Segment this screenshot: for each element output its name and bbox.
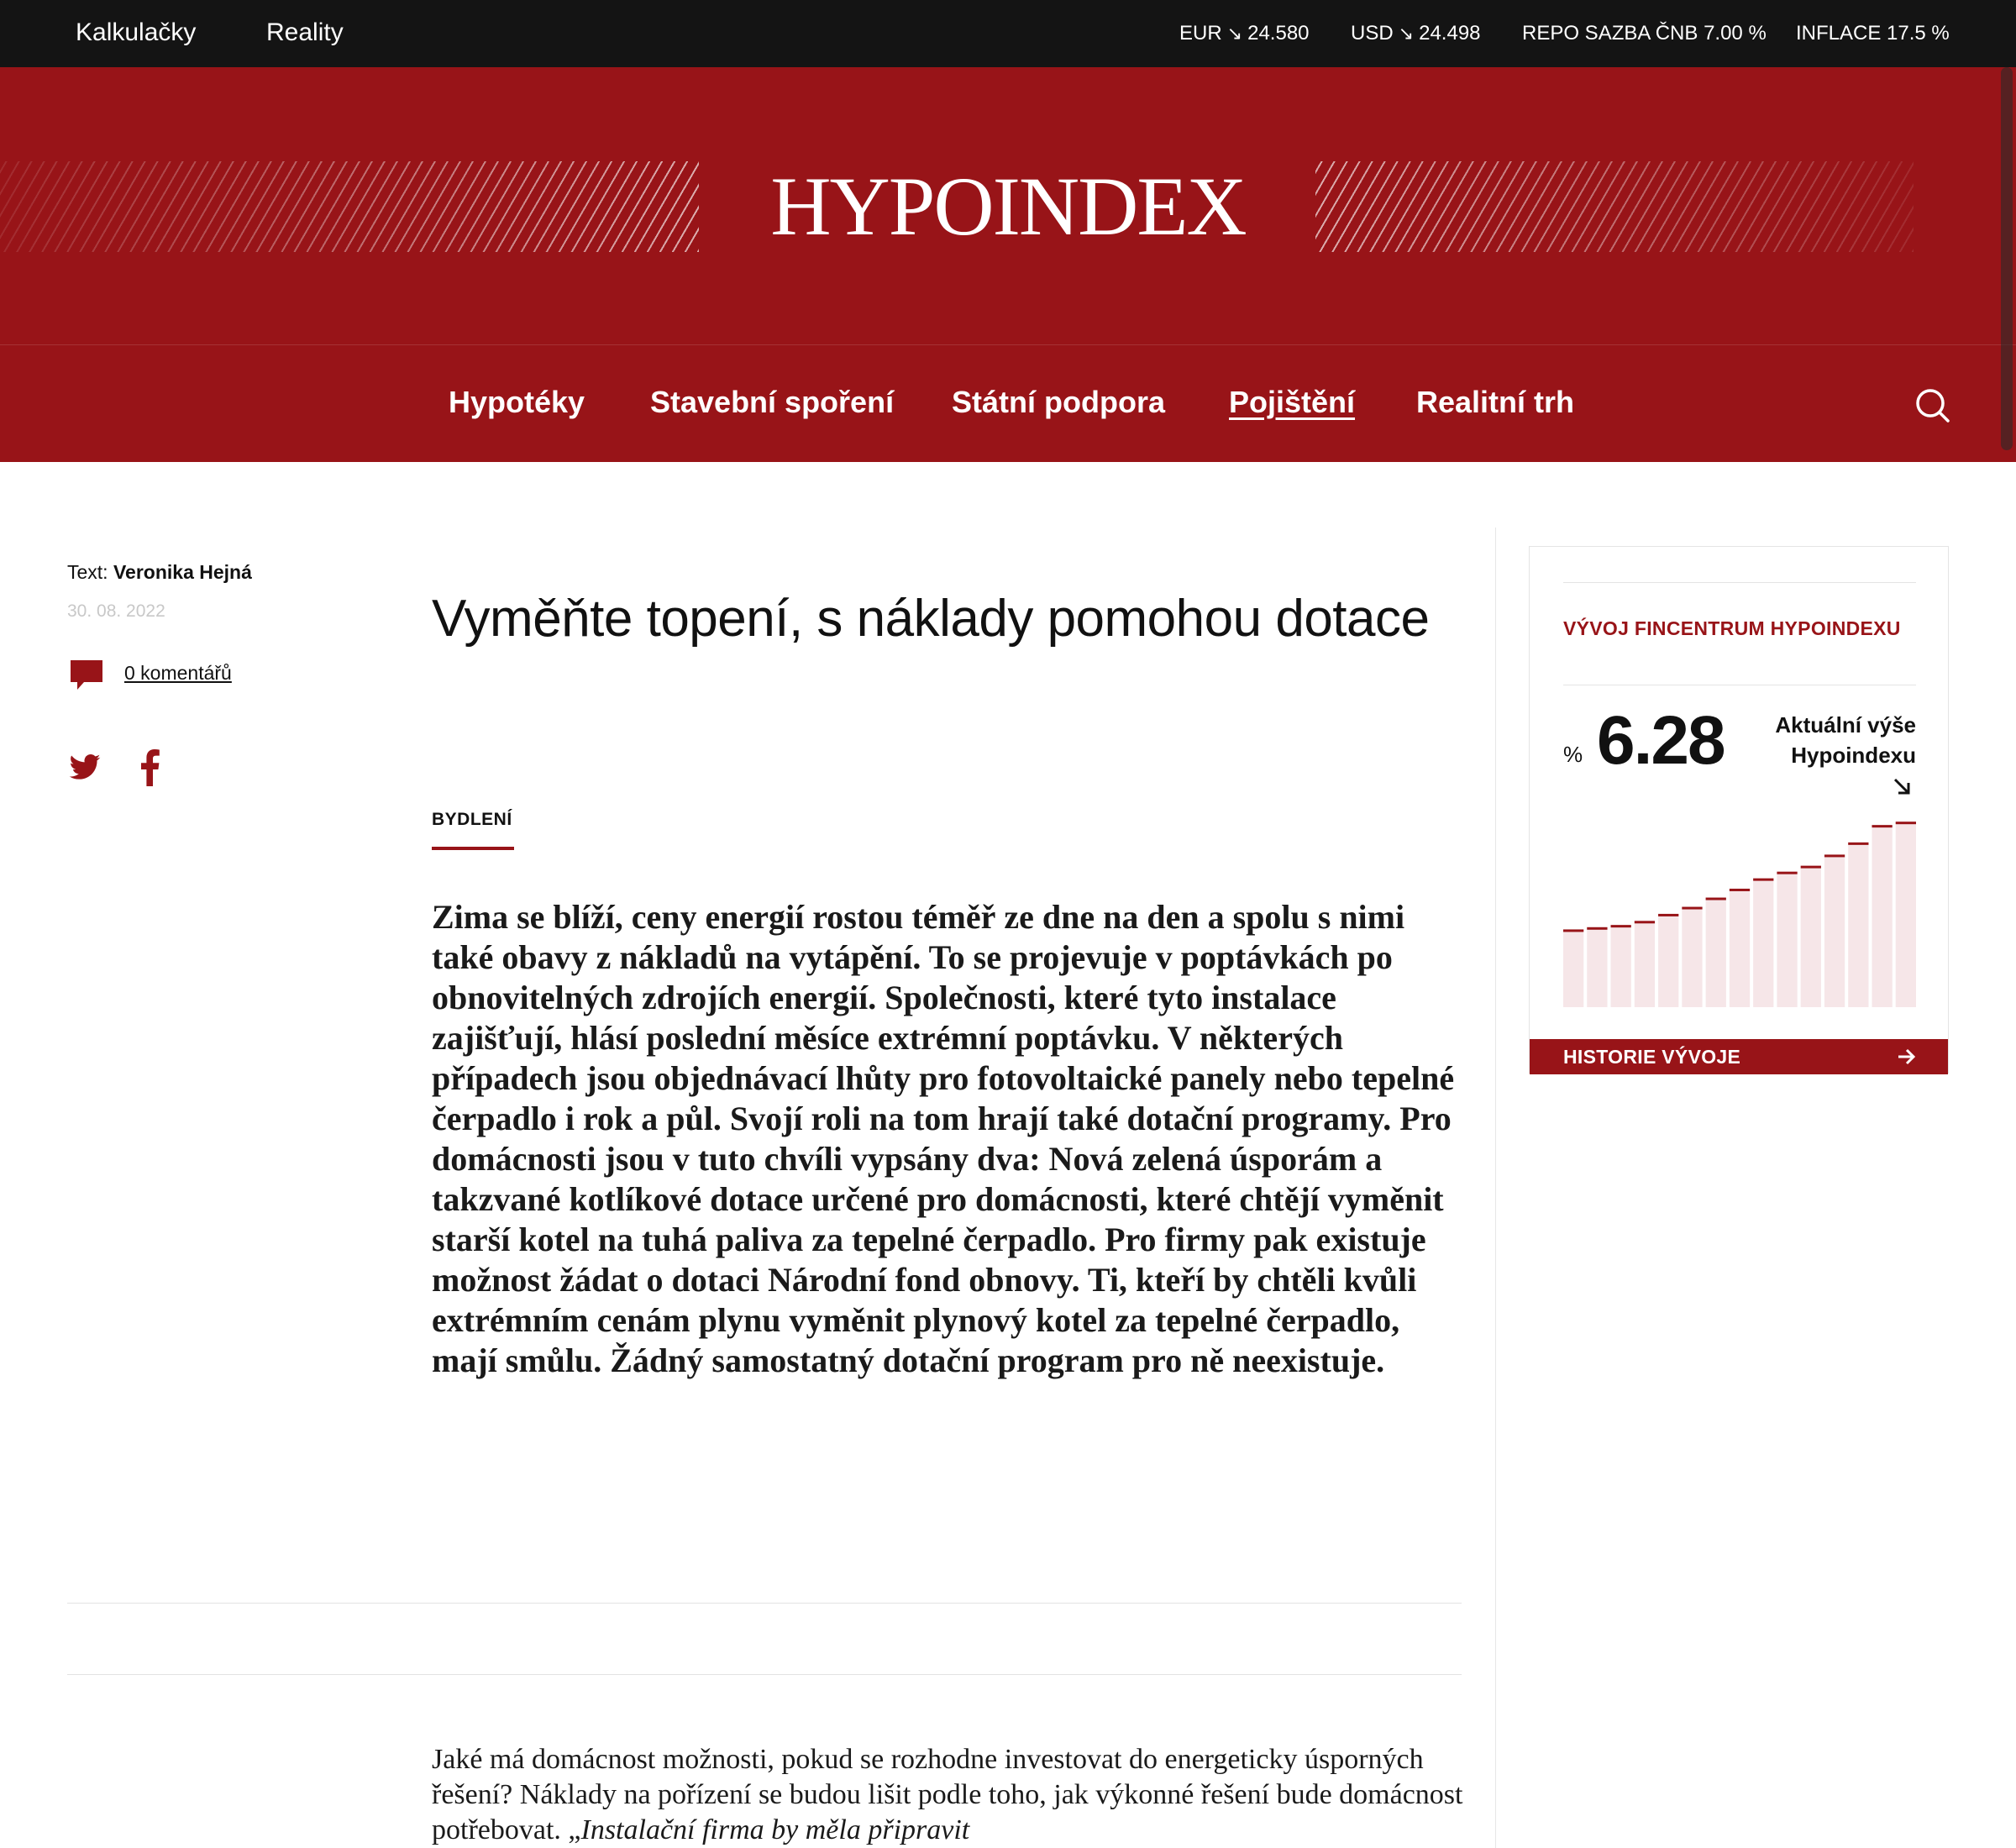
body-text: Jaké má domácnost možnosti, pokud se rozhodne investovat do energeticky úsporných řešení? Náklady na pořízení se budou lišit podle toho, jak výkonné řešení bude domácnost potřebovat. „	[432, 1744, 1463, 1845]
ticker-label: INFLACE	[1796, 22, 1882, 45]
category-underline	[432, 847, 514, 850]
chart-bar	[1730, 889, 1750, 1007]
header-stripes-left	[0, 161, 699, 252]
column-divider	[1495, 528, 1496, 1848]
chart-bar-cap	[1824, 854, 1845, 857]
chart-bar-cap	[1730, 889, 1750, 891]
header-stripes-right	[1315, 161, 1914, 252]
author-prefix: Text:	[67, 561, 108, 583]
chart-bar	[1777, 872, 1797, 1007]
chart-bar-cap	[1706, 898, 1726, 900]
arrow-right-icon	[1898, 1048, 1916, 1065]
comment-icon[interactable]	[69, 659, 104, 692]
body-quote: Instalační firma by měla připravit	[580, 1814, 970, 1845]
arrow-down-right-icon	[1893, 777, 1911, 795]
ticker-repo	[1522, 22, 1767, 45]
chart-bar-cap	[1611, 925, 1631, 927]
chart-bar	[1824, 854, 1845, 1007]
ticker-value: 24.580	[1247, 22, 1310, 45]
chart-bar	[1635, 921, 1655, 1007]
chart-bar-cap	[1801, 866, 1821, 869]
facebook-icon[interactable]	[139, 749, 160, 786]
article-category[interactable]: BYDLENÍ	[432, 810, 512, 829]
chart-bar	[1872, 825, 1892, 1007]
nav-item-statni-podpora[interactable]: Státní podpora	[952, 385, 1165, 419]
chart-bar-cap	[1872, 825, 1892, 827]
search-icon[interactable]	[1914, 386, 1950, 423]
divider	[67, 1603, 1462, 1604]
chart-bar	[1563, 929, 1583, 1007]
chart-bar	[1587, 927, 1607, 1007]
ticker-usd	[1351, 22, 1481, 45]
article-lead: Zima se blíží, ceny energií rostou téměř ze dne na den a spolu s nimi také obavy z nákladů na vytápění. To se projevuje v poptávkách po obnovitelných zdrojích energií. Společnosti, které tyto instalace zajišťují, hlásí poslední měsíce extrémní poptávku. V některých případech jsou objednávací lhůty pro fotovoltaické panely nebo tepelné čerpadlo i rok a půl. Svojí roli na tom hrají také dotační programy. Pro domácnosti jsou v tuto chvíli vypsány dva: Nová zelená úsporám a takzvané kotlíkové dotace určené pro domácnosti, které chtějí vyměnit starší kotel na tuhá paliva za tepelné čerpadlo. Pro firmy pak existuje možnost žádat o dotaci Národní fond obnovy. Ti, kteří by chtěli kvůli extrémním cenám plynu vyměnit plynový kotel za tepelné čerpadlo, mají smůlu. Žádný samostatný dotační program pro ně neexistuje.	[432, 898, 1455, 1379]
chart-bar	[1658, 914, 1678, 1007]
twitter-icon[interactable]	[67, 751, 102, 785]
topbar-link-reality[interactable]: Reality	[266, 18, 344, 46]
hypoindex-chart	[1563, 807, 1916, 1007]
chart-bar-cap	[1848, 843, 1868, 845]
topbar-link-kalkulacky[interactable]: Kalkulačky	[76, 18, 197, 46]
divider	[67, 1674, 1462, 1675]
chart-bar-cap	[1658, 914, 1678, 916]
ticker-eur	[1179, 22, 1310, 45]
page-scrollbar[interactable]	[2001, 67, 2013, 450]
arrow-down-right-icon: ↘	[1226, 23, 1243, 44]
arrow-down-right-icon: ↘	[1398, 23, 1415, 44]
widget-value-label: Aktuální výše Hypoindexu	[1775, 712, 1916, 768]
ticker-label: EUR	[1179, 22, 1222, 45]
history-button[interactable]	[1530, 1039, 1948, 1074]
chart-bar	[1848, 843, 1868, 1007]
ticker-value: 24.498	[1419, 22, 1481, 45]
chart-bar-cap	[1635, 921, 1655, 923]
nav-item-realitni-trh[interactable]: Realitní trh	[1416, 385, 1575, 419]
nav-item-pojisteni[interactable]: Pojištění	[1229, 385, 1356, 419]
chart-bar	[1611, 925, 1631, 1007]
site-logo[interactable]: HYPOINDEX	[770, 160, 1246, 253]
chart-bar-cap	[1777, 872, 1797, 874]
ticker-inflace	[1796, 22, 1950, 45]
site-header	[0, 67, 2016, 462]
main-nav	[0, 385, 2016, 427]
ticker-value: 17.5 %	[1887, 22, 1950, 45]
widget-divider	[1563, 582, 1916, 583]
top-bar	[0, 0, 2016, 67]
author-name[interactable]: Veronika Hejná	[113, 561, 252, 583]
widget-current-value: 6.28	[1597, 702, 1725, 779]
ticker-label: USD	[1351, 22, 1394, 45]
article-author	[67, 561, 252, 584]
hypoindex-widget	[1529, 546, 1949, 1074]
article-date: 30. 08. 2022	[67, 601, 165, 621]
chart-bar-cap	[1896, 822, 1916, 824]
chart-bar	[1706, 898, 1726, 1007]
chart-bar	[1896, 822, 1916, 1007]
nav-item-hypoteky[interactable]: Hypotéky	[449, 385, 585, 419]
chart-bar	[1682, 907, 1702, 1007]
chart-bar-cap	[1563, 929, 1583, 932]
ticker-label: REPO SAZBA ČNB	[1522, 22, 1698, 45]
widget-percent-symbol: %	[1563, 742, 1583, 767]
chart-bar	[1801, 866, 1821, 1007]
article-body	[432, 1742, 1465, 1848]
nav-item-stavebni-sporeni[interactable]: Stavební spoření	[650, 385, 895, 419]
comments-link[interactable]: 0 komentářů	[124, 662, 232, 684]
chart-bar	[1753, 879, 1773, 1007]
chart-bar-cap	[1587, 927, 1607, 930]
widget-title: VÝVOJ FINCENTRUM HYPOINDEXU	[1563, 617, 1901, 639]
chart-bar-cap	[1753, 879, 1773, 881]
header-divider	[0, 344, 2016, 345]
chart-bar-cap	[1682, 907, 1702, 910]
ticker-value: 7.00 %	[1704, 22, 1767, 45]
history-button-label: HISTORIE VÝVOJE	[1563, 1046, 1741, 1068]
article-title: Vyměňte topení, s náklady pomohou dotace	[432, 590, 1430, 648]
